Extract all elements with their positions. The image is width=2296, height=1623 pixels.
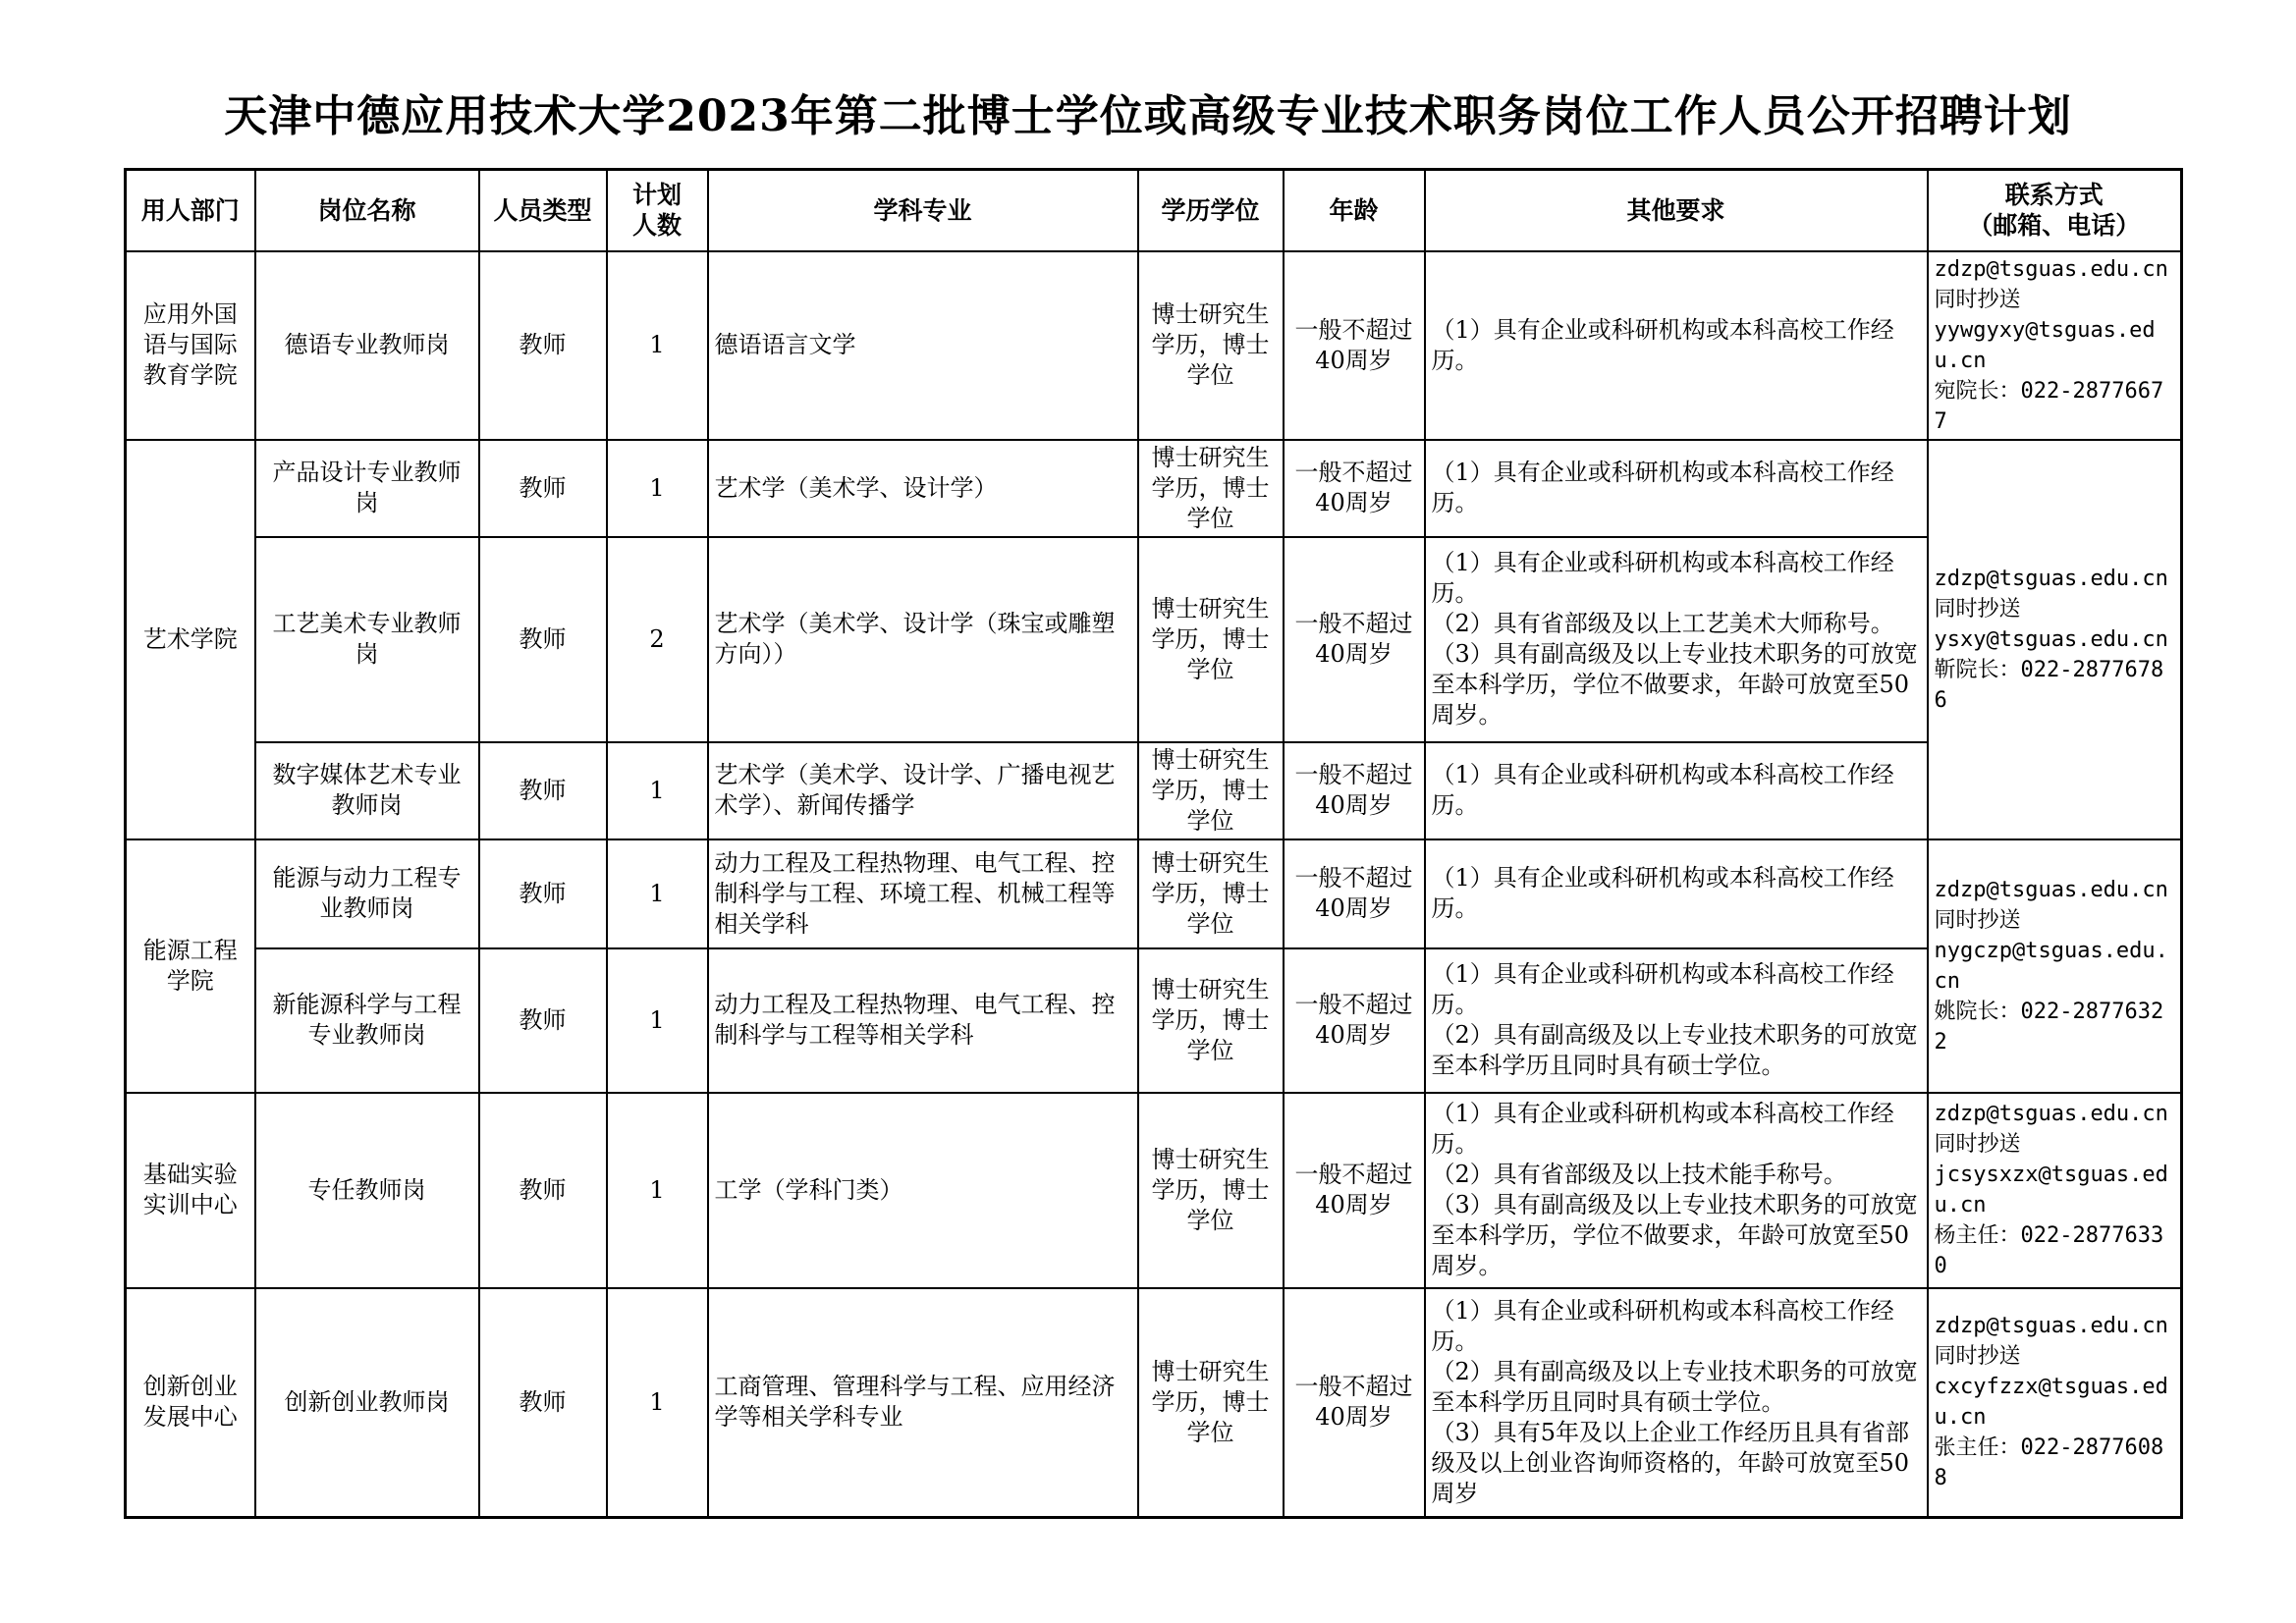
degree-cell: 博士研究生学历，博士学位	[1138, 948, 1284, 1093]
type-cell: 教师	[479, 537, 607, 742]
table-row	[126, 948, 2182, 1093]
requirement-line: （1）具有企业或科研机构或本科高校工作经历。	[1431, 761, 1894, 819]
count-cell: 1	[607, 1093, 708, 1288]
age-cell: 一般不超过40周岁	[1284, 948, 1425, 1093]
post-cell: 专任教师岗	[255, 1093, 479, 1288]
contact-cc: 同时抄送	[1934, 596, 2021, 622]
contact-email: ysxy@tsguas.edu.cn	[1934, 626, 2168, 652]
header-post: 岗位名称	[255, 170, 479, 251]
count-cell: 1	[607, 440, 708, 537]
type-cell: 教师	[479, 1288, 607, 1518]
major-cell: 德语语言文学	[708, 251, 1138, 440]
count-cell: 2	[607, 537, 708, 742]
dept-cell: 能源工程学院	[126, 839, 255, 1093]
age-cell: 一般不超过40周岁	[1284, 537, 1425, 742]
requirement-line: （1）具有企业或科研机构或本科高校工作经历。	[1431, 549, 1894, 607]
degree-cell: 博士研究生学历，博士学位	[1138, 1288, 1284, 1518]
requirement-line: （3）具有5年及以上企业工作经历且具有省部级及以上创业咨询师资格的，年龄可放宽至50周岁	[1431, 1418, 1910, 1507]
header-contact-line: 联系方式	[2004, 181, 2104, 210]
other-cell	[1425, 1288, 1928, 1518]
age-cell: 一般不超过40周岁	[1284, 1093, 1425, 1288]
dept-cell: 创新创业发展中心	[126, 1288, 255, 1518]
contact-email: zdzp@tsguas.edu.cn	[1934, 877, 2168, 902]
degree-cell: 博士研究生学历，博士学位	[1138, 742, 1284, 839]
contact-cc: 同时抄送	[1934, 1344, 2021, 1370]
age-cell: 一般不超过40周岁	[1284, 440, 1425, 537]
other-cell	[1425, 742, 1928, 839]
age-cell: 一般不超过40周岁	[1284, 251, 1425, 440]
requirement-line: （2）具有省部级及以上工艺美术大师称号。	[1431, 610, 1894, 637]
contact-email: zdzp@tsguas.edu.cn	[1934, 256, 2168, 282]
contact-cell	[1928, 1093, 2182, 1288]
table-row	[126, 251, 2182, 440]
table-row	[126, 537, 2182, 742]
contact-email: nygczp@tsguas.edu.cn	[1934, 938, 2168, 994]
dept-cell: 艺术学院	[126, 440, 255, 839]
header-contact-line: （邮箱、电话）	[1968, 211, 2141, 241]
post-cell: 工艺美术专业教师岗	[255, 537, 479, 742]
contact-email: zdzp@tsguas.edu.cn	[1934, 566, 2168, 591]
contact-cc: 同时抄送	[1934, 287, 2021, 312]
post-cell: 德语专业教师岗	[255, 251, 479, 440]
header-dept: 用人部门	[126, 170, 255, 251]
degree-cell: 博士研究生学历，博士学位	[1138, 839, 1284, 948]
requirement-line: （2）具有副高级及以上专业技术职务的可放宽至本科学历且同时具有硕士学位。	[1431, 1021, 1918, 1079]
age-cell: 一般不超过40周岁	[1284, 839, 1425, 948]
other-cell	[1425, 537, 1928, 742]
header-contact	[1928, 170, 2182, 251]
contact-cc: 同时抄送	[1934, 1132, 2021, 1157]
major-cell: 艺术学（美术学、设计学）	[708, 440, 1138, 537]
contact-phone: 宛院长：022-28776677	[1934, 378, 2164, 434]
requirement-line: （1）具有企业或科研机构或本科高校工作经历。	[1431, 864, 1894, 922]
requirement-line: （3）具有副高级及以上专业技术职务的可放宽至本科学历，学位不做要求，年龄可放宽至50周岁。	[1431, 1191, 1918, 1279]
age-cell: 一般不超过40周岁	[1284, 742, 1425, 839]
type-cell: 教师	[479, 440, 607, 537]
contact-email: cxcyfzzx@tsguas.edu.cn	[1934, 1375, 2168, 1431]
contact-phone: 靳院长：022-28776786	[1934, 657, 2164, 713]
requirement-line: （1）具有企业或科研机构或本科高校工作经历。	[1431, 960, 1894, 1018]
contact-phone: 杨主任：022-28776330	[1934, 1223, 2164, 1278]
contact-cell	[1928, 839, 2182, 1093]
requirement-line: （1）具有企业或科研机构或本科高校工作经历。	[1431, 459, 1894, 516]
post-cell: 数字媒体艺术专业教师岗	[255, 742, 479, 839]
count-cell: 1	[607, 1288, 708, 1518]
post-cell: 产品设计专业教师岗	[255, 440, 479, 537]
type-cell: 教师	[479, 251, 607, 440]
header-major: 学科专业	[708, 170, 1138, 251]
contact-email: zdzp@tsguas.edu.cn	[1934, 1102, 2168, 1126]
contact-email: jcsysxzx@tsguas.edu.cn	[1934, 1163, 2168, 1217]
post-cell: 新能源科学与工程专业教师岗	[255, 948, 479, 1093]
contact-cell	[1928, 440, 2182, 839]
other-cell	[1425, 948, 1928, 1093]
contact-email: yywgyxy@tsguas.edu.cn	[1934, 317, 2156, 373]
table-row	[126, 742, 2182, 839]
requirement-line: （2）具有省部级及以上技术能手称号。	[1431, 1161, 1847, 1188]
major-cell: 艺术学（美术学、设计学（珠宝或雕塑方向））	[708, 537, 1138, 742]
requirement-line: （1）具有企业或科研机构或本科高校工作经历。	[1431, 1296, 1894, 1355]
degree-cell: 博士研究生学历，博士学位	[1138, 537, 1284, 742]
other-cell	[1425, 839, 1928, 948]
header-age: 年龄	[1284, 170, 1425, 251]
degree-cell: 博士研究生学历，博士学位	[1138, 440, 1284, 537]
requirement-line: （2）具有副高级及以上专业技术职务的可放宽至本科学历且同时具有硕士学位。	[1431, 1357, 1918, 1416]
table-row	[126, 440, 2182, 537]
requirement-line: （1）具有企业或科研机构或本科高校工作经历。	[1431, 315, 1894, 374]
count-cell: 1	[607, 251, 708, 440]
type-cell: 教师	[479, 1093, 607, 1288]
dept-cell: 应用外国语与国际教育学院	[126, 251, 255, 440]
requirement-line: （1）具有企业或科研机构或本科高校工作经历。	[1431, 1100, 1894, 1158]
header-row	[126, 170, 2182, 251]
header-plan-line: 计划	[631, 181, 682, 210]
header-plan	[607, 170, 708, 251]
contact-phone: 姚院长：022-28776322	[1934, 999, 2164, 1055]
contact-cell	[1928, 251, 2182, 440]
major-cell: 工学（学科门类）	[708, 1093, 1138, 1288]
other-cell	[1425, 440, 1928, 537]
header-plan-line: 人数	[631, 211, 682, 241]
major-cell: 动力工程及工程热物理、电气工程、控制科学与工程等相关学科	[708, 948, 1138, 1093]
post-cell: 能源与动力工程专业教师岗	[255, 839, 479, 948]
degree-cell: 博士研究生学历，博士学位	[1138, 1093, 1284, 1288]
other-cell	[1425, 1093, 1928, 1288]
requirement-line: （3）具有副高级及以上专业技术职务的可放宽至本科学历，学位不做要求，年龄可放宽至50周岁。	[1431, 640, 1918, 729]
document-title: 天津中德应用技术大学2023年第二批博士学位或高级专业技术职务岗位工作人员公开招聘计划	[224, 91, 2072, 141]
other-cell	[1425, 251, 1928, 440]
major-cell: 艺术学（美术学、设计学、广播电视艺术学）、新闻传播学	[708, 742, 1138, 839]
type-cell: 教师	[479, 742, 607, 839]
count-cell: 1	[607, 948, 708, 1093]
recruitment-table	[124, 168, 2183, 1519]
header-type: 人员类型	[479, 170, 607, 251]
dept-cell: 基础实验实训中心	[126, 1093, 255, 1288]
contact-cc: 同时抄送	[1934, 907, 2021, 933]
age-cell: 一般不超过40周岁	[1284, 1288, 1425, 1518]
type-cell: 教师	[479, 839, 607, 948]
count-cell: 1	[607, 839, 708, 948]
table-row	[126, 839, 2182, 948]
table-row	[126, 1288, 2182, 1518]
header-other: 其他要求	[1425, 170, 1928, 251]
degree-cell: 博士研究生学历，博士学位	[1138, 251, 1284, 440]
header-degree: 学历学位	[1138, 170, 1284, 251]
contact-cell	[1928, 1288, 2182, 1518]
count-cell: 1	[607, 742, 708, 839]
major-cell: 动力工程及工程热物理、电气工程、控制科学与工程、环境工程、机械工程等相关学科	[708, 839, 1138, 948]
major-cell: 工商管理、管理科学与工程、应用经济学等相关学科专业	[708, 1288, 1138, 1518]
contact-email: zdzp@tsguas.edu.cn	[1934, 1314, 2168, 1339]
post-cell: 创新创业教师岗	[255, 1288, 479, 1518]
type-cell: 教师	[479, 948, 607, 1093]
contact-phone: 张主任：022-28776088	[1934, 1435, 2164, 1491]
table-row	[126, 1093, 2182, 1288]
